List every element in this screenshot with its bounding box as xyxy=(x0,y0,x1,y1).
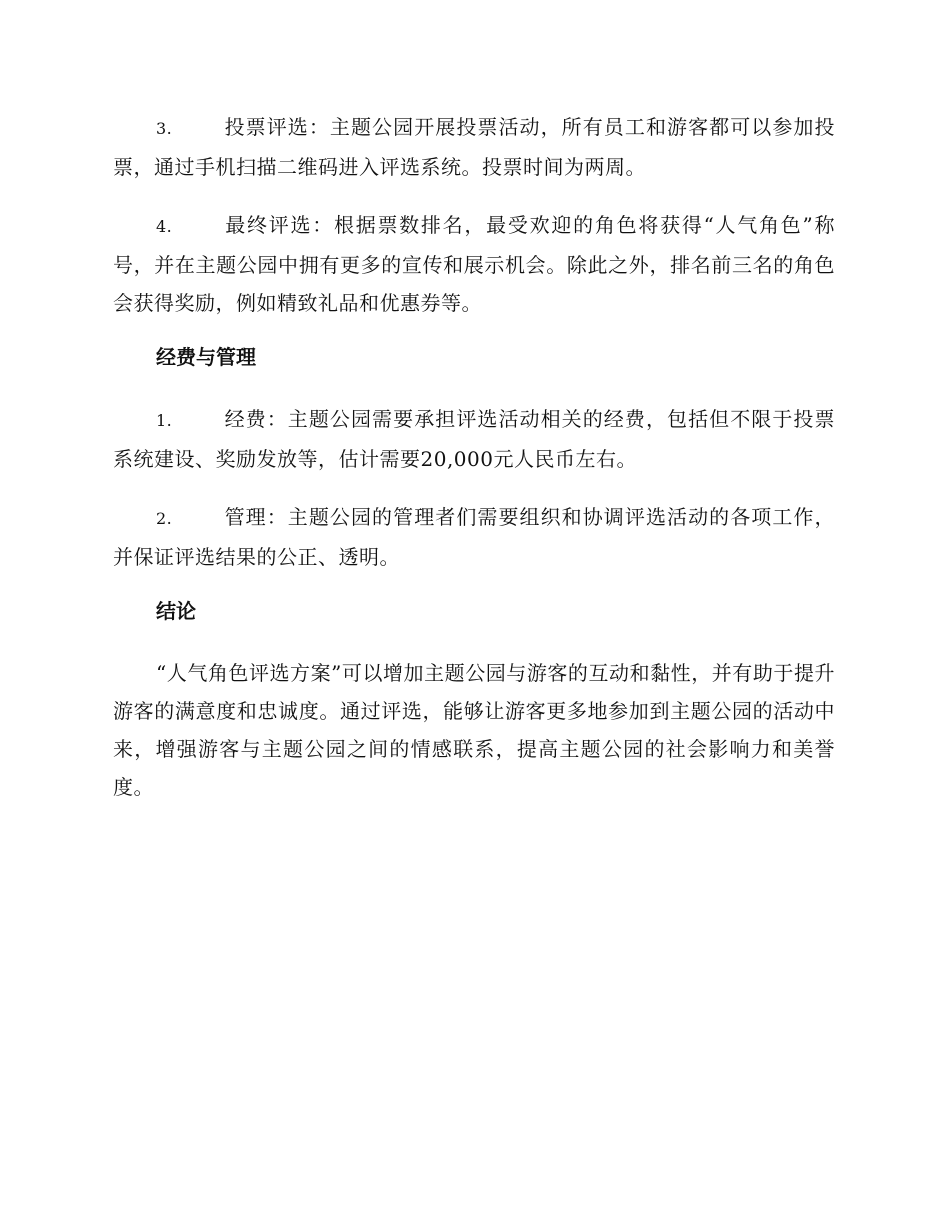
section-heading-funding: 经费与管理 xyxy=(156,345,256,369)
document-body xyxy=(113,108,835,826)
list-item-funding xyxy=(113,400,835,478)
list-item-text: 管理：主题公园的管理者们需要组织和协调评选活动的各项工作，并保证评选结果的公正、透明。 xyxy=(113,505,835,569)
list-item-text: 投票评选：主题公园开展投票活动，所有员工和游客都可以参加投票，通过手机扫描二维码进入评选系统。投票时间为两周。 xyxy=(113,115,835,179)
list-item-final-selection xyxy=(113,206,835,322)
list-item-text: 最终评选：根据票数排名，最受欢迎的角色将获得“人气角色”称号，并在主题公园中拥有更多的宣传和展示机会。除此之外，排名前三名的角色会获得奖励，例如精致礼品和优惠券等。 xyxy=(113,213,835,315)
list-item-voting xyxy=(113,108,835,186)
list-item-management xyxy=(113,498,835,576)
list-item-number: 2. xyxy=(156,509,173,528)
list-item-number: 4. xyxy=(156,217,173,236)
list-item-number: 1. xyxy=(156,411,173,430)
conclusion-paragraph: “人气角色评选方案”可以增加主题公园与游客的互动和黏性，并有助于提升游客的满意度和忠诚度。通过评选，能够让游客更多地参加到主题公园的活动中来，增强游客与主题公园之间的情感联系，提高主题公园的社会影响力和美誉度。 xyxy=(113,661,835,799)
list-item-number: 3. xyxy=(156,119,173,138)
list-item-text: 经费：主题公园需要承担评选活动相关的经费，包括但不限于投票系统建设、奖励发放等，估计需要20,000元人民币左右。 xyxy=(113,407,835,471)
section-heading-conclusion: 结论 xyxy=(156,599,196,623)
